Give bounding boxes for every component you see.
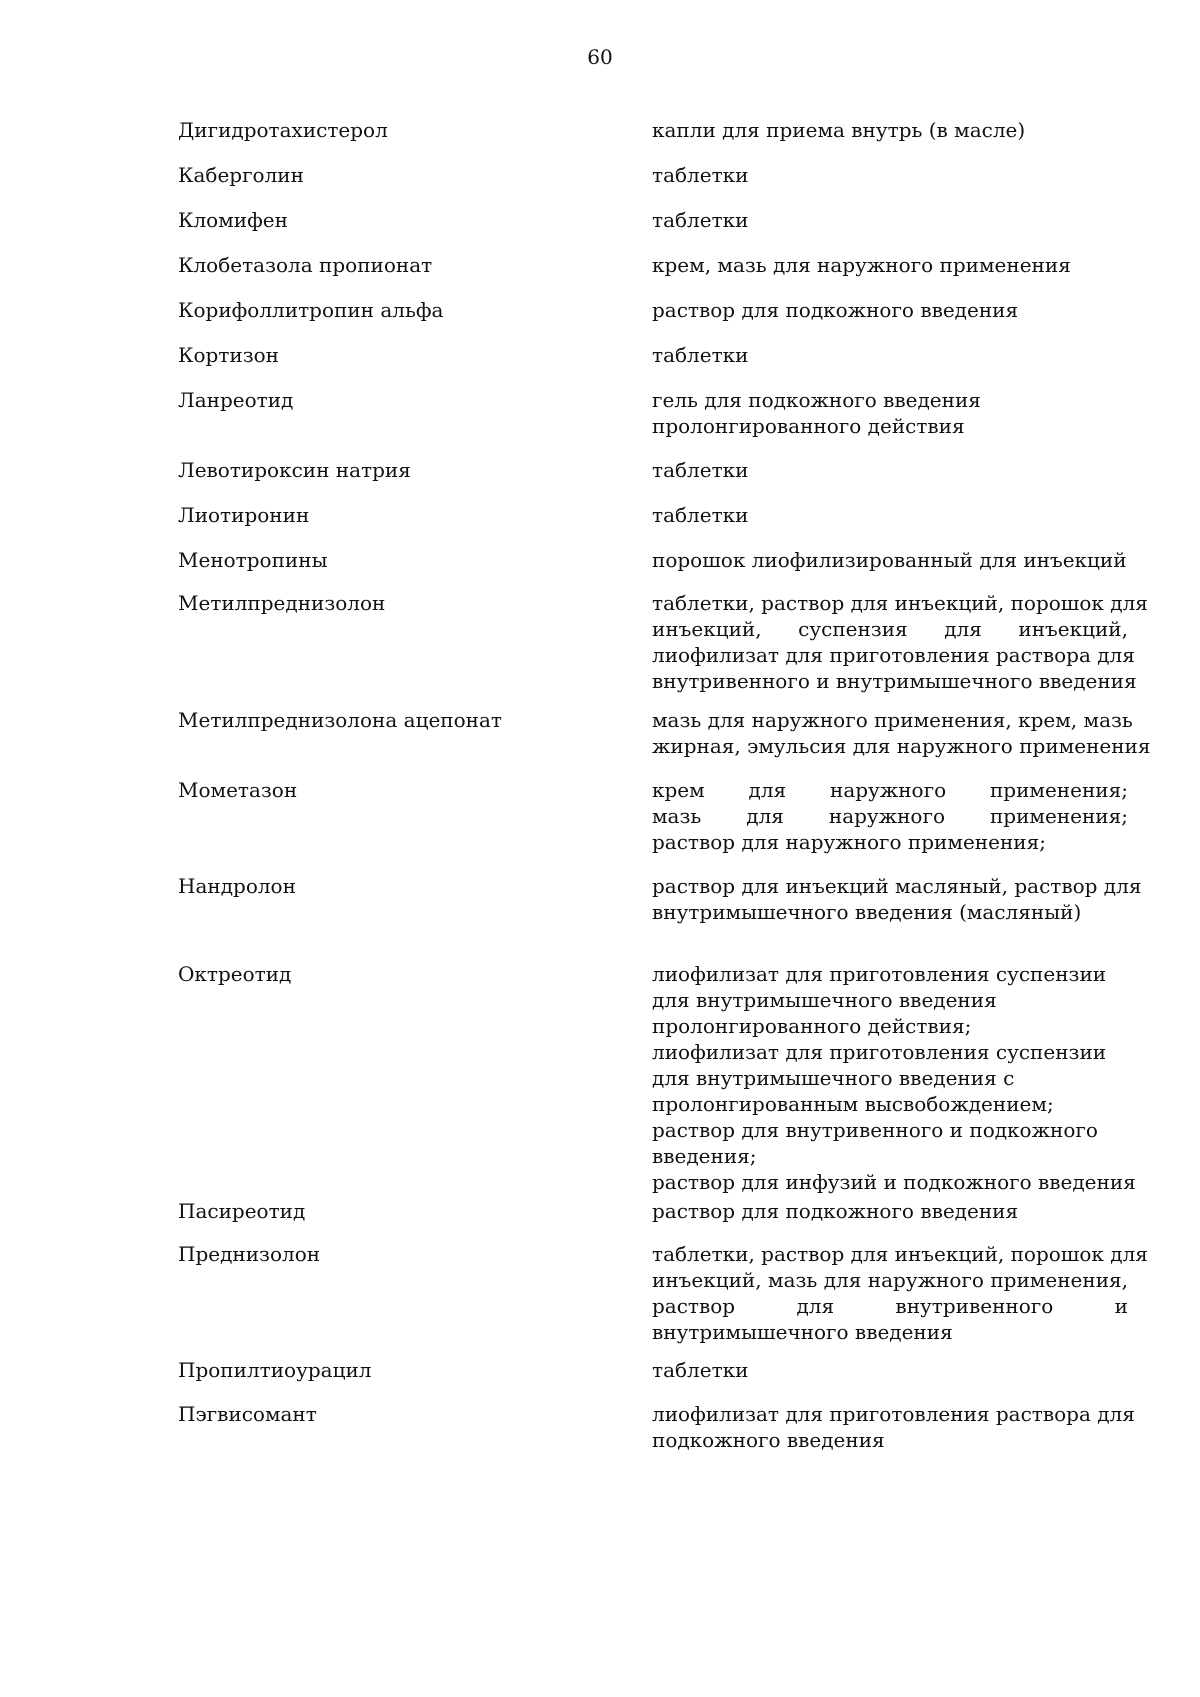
dosage-form-line: раствор для внутривенного и подкожного — [652, 1118, 1098, 1142]
dosage-form — [652, 777, 1128, 855]
table-row — [178, 1357, 1128, 1383]
table-row — [178, 590, 1148, 694]
drug-name: Кортизон — [178, 343, 279, 367]
dosage-form-line: лиофилизат для приготовления суспензии — [652, 962, 1107, 986]
dosage-form-line: крем для наружного применения; — [652, 778, 1128, 802]
table-row — [178, 297, 1128, 323]
drug-name: Пэгвисомант — [178, 1402, 317, 1426]
table-row — [178, 207, 1128, 233]
dosage-form-line: лиофилизат для приготовления раствора для — [652, 643, 1135, 667]
drug-name: Октреотид — [178, 962, 292, 986]
table-row — [178, 387, 1128, 439]
dosage-form-line: таблетки — [652, 458, 749, 482]
dosage-form-line: таблетки, раствор для инъекций, порошок для — [652, 1242, 1148, 1266]
table-row — [178, 342, 1128, 368]
drug-name: Метилпреднизолон — [178, 591, 386, 615]
dosage-form-line: гель для подкожного введения — [652, 388, 981, 412]
dosage-form — [652, 342, 1128, 368]
dosage-form-line: капли для приема внутрь (в масле) — [652, 118, 1026, 142]
dosage-form-line: раствор для наружного применения; — [652, 830, 1046, 854]
dosage-form — [652, 387, 1128, 439]
dosage-form — [652, 1198, 1128, 1224]
drug-name: Метилпреднизолона ацепонат — [178, 708, 502, 732]
dosage-form-line: таблетки — [652, 208, 749, 232]
drug-name: Нандролон — [178, 874, 296, 898]
dosage-form — [652, 1241, 1148, 1345]
dosage-form-line: раствор для подкожного введения — [652, 1199, 1019, 1223]
dosage-form-line: внутримышечного введения (масляный) — [652, 900, 1082, 924]
table-row — [178, 1401, 1135, 1453]
drug-name: Левотироксин натрия — [178, 458, 411, 482]
dosage-form-line: крем, мазь для наружного применения — [652, 253, 1071, 277]
dosage-form-line: раствор для инфузий и подкожного введения — [652, 1170, 1136, 1194]
dosage-form — [652, 117, 1128, 143]
dosage-form-line: таблетки — [652, 503, 749, 527]
dosage-form-line: подкожного введения — [652, 1428, 885, 1452]
table-row — [178, 457, 1128, 483]
dosage-form-line: лиофилизат для приготовления суспензии — [652, 1040, 1107, 1064]
dosage-form-line: для внутримышечного введения с — [652, 1066, 1015, 1090]
dosage-form-line: инъекций, суспензия для инъекций, — [652, 617, 1128, 641]
dosage-form — [652, 502, 1128, 528]
drug-name: Менотропины — [178, 548, 328, 572]
dosage-form-line: пролонгированным высвобождением; — [652, 1092, 1054, 1116]
table-row — [178, 162, 1128, 188]
page-number: 60 — [587, 45, 613, 69]
dosage-form-line: пролонгированного действия — [652, 414, 965, 438]
dosage-form-line: внутривенного и внутримышечного введения — [652, 669, 1137, 693]
drug-name: Каберголин — [178, 163, 304, 187]
dosage-form — [652, 252, 1128, 278]
dosage-form-line: таблетки — [652, 343, 749, 367]
dosage-form — [652, 1357, 1128, 1383]
dosage-form — [652, 207, 1128, 233]
dosage-form-line: мазь для наружного применения, крем, мазь — [652, 708, 1133, 732]
drug-name: Пасиреотид — [178, 1199, 306, 1223]
dosage-form — [652, 547, 1128, 573]
dosage-form-line: таблетки — [652, 163, 749, 187]
table-row — [178, 961, 1136, 1195]
dosage-form-line: раствор для инъекций масляный, раствор для — [652, 874, 1142, 898]
drug-name: Дигидротахистерол — [178, 118, 388, 142]
drug-name: Ланреотид — [178, 388, 294, 412]
drug-name: Лиотиронин — [178, 503, 310, 527]
dosage-form-line: жирная, эмульсия для наружного применения — [652, 734, 1151, 758]
drug-name: Преднизолон — [178, 1242, 321, 1266]
dosage-form-line: для внутримышечного введения — [652, 988, 997, 1012]
dosage-form — [652, 1401, 1135, 1453]
dosage-form — [652, 297, 1128, 323]
dosage-form-line: лиофилизат для приготовления раствора для — [652, 1402, 1135, 1426]
dosage-form — [652, 707, 1151, 759]
dosage-form-line: введения; — [652, 1144, 757, 1168]
table-row — [178, 1241, 1148, 1345]
table-row — [178, 707, 1151, 759]
dosage-form — [652, 873, 1142, 925]
table-row — [178, 777, 1128, 855]
drug-name: Корифоллитропин альфа — [178, 298, 444, 322]
table-row — [178, 502, 1128, 528]
dosage-form-line: раствор для внутривенного и — [652, 1294, 1128, 1318]
dosage-form-line: раствор для подкожного введения — [652, 298, 1019, 322]
dosage-form-line: таблетки, раствор для инъекций, порошок для — [652, 591, 1148, 615]
table-row — [178, 547, 1128, 573]
dosage-form-line: инъекций, мазь для наружного применения, — [652, 1268, 1128, 1292]
table-row — [178, 117, 1128, 143]
dosage-form — [652, 590, 1148, 694]
drug-name: Пропилтиоурацил — [178, 1358, 372, 1382]
dosage-form-line: внутримышечного введения — [652, 1320, 953, 1344]
table-row — [178, 873, 1142, 925]
dosage-form — [652, 162, 1128, 188]
dosage-form-line: пролонгированного действия; — [652, 1014, 972, 1038]
drug-name: Кломифен — [178, 208, 288, 232]
table-row — [178, 252, 1128, 278]
dosage-form-line: порошок лиофилизированный для инъекций — [652, 548, 1127, 572]
dosage-form-line: мазь для наружного применения; — [652, 804, 1128, 828]
table-row — [178, 1198, 1128, 1224]
dosage-form-line: таблетки — [652, 1358, 749, 1382]
drug-name: Мометазон — [178, 778, 298, 802]
dosage-form — [652, 961, 1136, 1195]
dosage-form — [652, 457, 1128, 483]
drug-name: Клобетазола пропионат — [178, 253, 433, 277]
